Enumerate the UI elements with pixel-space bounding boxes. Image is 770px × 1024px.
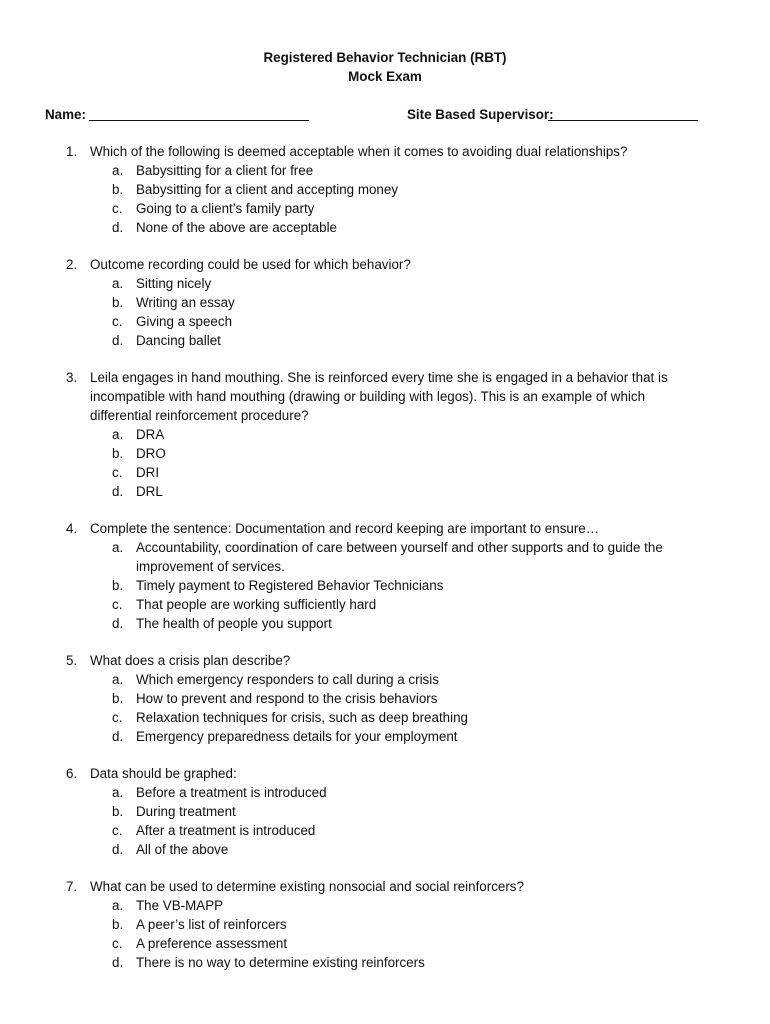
option-text: Sitting nicely [136, 276, 212, 291]
option-letter: b. [112, 578, 124, 593]
question-item [0, 142, 770, 237]
question-text: Data should be graphed: [90, 766, 237, 781]
name-label: Name: [45, 107, 86, 122]
option-text: Before a treatment is introduced [136, 785, 327, 800]
question-text: What does a crisis plan describe? [90, 653, 291, 668]
option-text: DRA [136, 427, 165, 442]
option-text: Timely payment to Registered Behavior Technicians [136, 578, 444, 593]
answer-options [90, 896, 700, 972]
answer-options [90, 425, 700, 501]
answer-option [90, 614, 700, 633]
answer-option [90, 783, 700, 802]
answer-option [90, 293, 700, 312]
option-text: Going to a client’s family party [136, 201, 315, 216]
answer-options [90, 161, 700, 237]
option-letter: a. [112, 540, 124, 555]
option-letter: b. [112, 182, 124, 197]
answer-option [90, 218, 700, 237]
answer-option [90, 331, 700, 350]
option-text: The VB-MAPP [136, 898, 224, 913]
option-letter: c. [112, 936, 123, 951]
answer-option [90, 727, 700, 746]
question-item [0, 764, 770, 859]
option-text: That people are working sufficiently hard [136, 597, 377, 612]
question-number: 3. [66, 370, 78, 385]
question-number: 7. [66, 879, 78, 894]
answer-option [90, 180, 700, 199]
option-text: Giving a speech [136, 314, 233, 329]
option-text: Relaxation techniques for crisis, such as deep breathing [136, 710, 468, 725]
supervisor-label: Site Based Supervisor: [407, 107, 554, 122]
answer-option [90, 953, 700, 972]
option-letter: a. [112, 427, 124, 442]
option-letter: b. [112, 446, 124, 461]
answer-option [90, 915, 700, 934]
option-text: Writing an essay [136, 295, 235, 310]
option-letter: c. [112, 465, 123, 480]
exam-subtitle: Mock Exam [348, 69, 422, 84]
option-text: Dancing ballet [136, 333, 221, 348]
option-text: During treatment [136, 804, 236, 819]
question-item [0, 877, 770, 972]
question-item [0, 651, 770, 746]
answer-option [90, 274, 700, 293]
option-letter: a. [112, 163, 124, 178]
answer-option [90, 821, 700, 840]
option-text: DRL [136, 484, 163, 499]
supervisor-field[interactable] [548, 120, 698, 121]
question-number: 1. [66, 144, 78, 159]
option-text: DRO [136, 446, 166, 461]
question-list [0, 142, 770, 990]
name-field[interactable] [89, 120, 309, 121]
answer-option [90, 934, 700, 953]
answer-option [90, 840, 700, 859]
option-text: How to prevent and respond to the crisis behaviors [136, 691, 438, 706]
question-text: Leila engages in hand mouthing. She is reinforced every time she is engaged in a behavior that is incompatible with hand mouthing (drawing or building with legos). This is an example of which differential reinforcement procedure? [90, 370, 668, 423]
answer-option [90, 425, 700, 444]
answer-options [90, 670, 700, 746]
option-text: A peer’s list of reinforcers [136, 917, 287, 932]
option-text: A preference assessment [136, 936, 288, 951]
answer-option [90, 670, 700, 689]
option-text: There is no way to determine existing reinforcers [136, 955, 425, 970]
answer-option [90, 802, 700, 821]
option-letter: d. [112, 220, 124, 235]
answer-option [90, 576, 700, 595]
answer-option [90, 482, 700, 501]
option-text: Accountability, coordination of care between yourself and other supports and to guide the improvement of services. [136, 540, 663, 574]
option-letter: a. [112, 276, 124, 291]
question-number: 6. [66, 766, 78, 781]
option-text: None of the above are acceptable [136, 220, 338, 235]
question-number: 4. [66, 521, 78, 536]
option-text: After a treatment is introduced [136, 823, 316, 838]
answer-options [90, 538, 700, 633]
answer-option [90, 444, 700, 463]
answer-options [90, 783, 700, 859]
option-letter: a. [112, 785, 124, 800]
option-letter: c. [112, 823, 123, 838]
option-letter: c. [112, 201, 123, 216]
question-number: 5. [66, 653, 78, 668]
option-letter: c. [112, 314, 123, 329]
option-letter: b. [112, 295, 124, 310]
answer-options [90, 274, 700, 350]
option-letter: d. [112, 955, 124, 970]
question-item [0, 255, 770, 350]
question-item [0, 519, 770, 633]
question-text: Which of the following is deemed acceptable when it comes to avoiding dual relationships? [90, 144, 628, 159]
answer-option [90, 161, 700, 180]
question-text: What can be used to determine existing nonsocial and social reinforcers? [90, 879, 524, 894]
question-number: 2. [66, 257, 78, 272]
option-text: The health of people you support [136, 616, 332, 631]
option-text: Babysitting for a client for free [136, 163, 314, 178]
option-letter: d. [112, 333, 124, 348]
option-letter: b. [112, 691, 124, 706]
answer-option [90, 312, 700, 331]
option-text: All of the above [136, 842, 229, 857]
option-letter: d. [112, 842, 124, 857]
option-letter: c. [112, 710, 123, 725]
answer-option [90, 689, 700, 708]
exam-title: Registered Behavior Technician (RBT) [263, 50, 507, 65]
question-item [0, 368, 770, 501]
option-letter: d. [112, 729, 124, 744]
option-text: Emergency preparedness details for your employment [136, 729, 458, 744]
option-letter: d. [112, 484, 124, 499]
option-text: Which emergency responders to call during a crisis [136, 672, 439, 687]
option-letter: c. [112, 597, 123, 612]
option-letter: b. [112, 917, 124, 932]
option-letter: a. [112, 898, 124, 913]
question-text: Complete the sentence: Documentation and record keeping are important to ensure… [90, 521, 600, 536]
option-text: Babysitting for a client and accepting money [136, 182, 399, 197]
answer-option [90, 595, 700, 614]
option-letter: a. [112, 672, 124, 687]
answer-option [90, 896, 700, 915]
option-text: DRI [136, 465, 160, 480]
question-text: Outcome recording could be used for which behavior? [90, 257, 411, 272]
answer-option [90, 199, 700, 218]
answer-option [90, 463, 700, 482]
option-letter: d. [112, 616, 124, 631]
answer-option [90, 538, 700, 576]
option-letter: b. [112, 804, 124, 819]
answer-option [90, 708, 700, 727]
